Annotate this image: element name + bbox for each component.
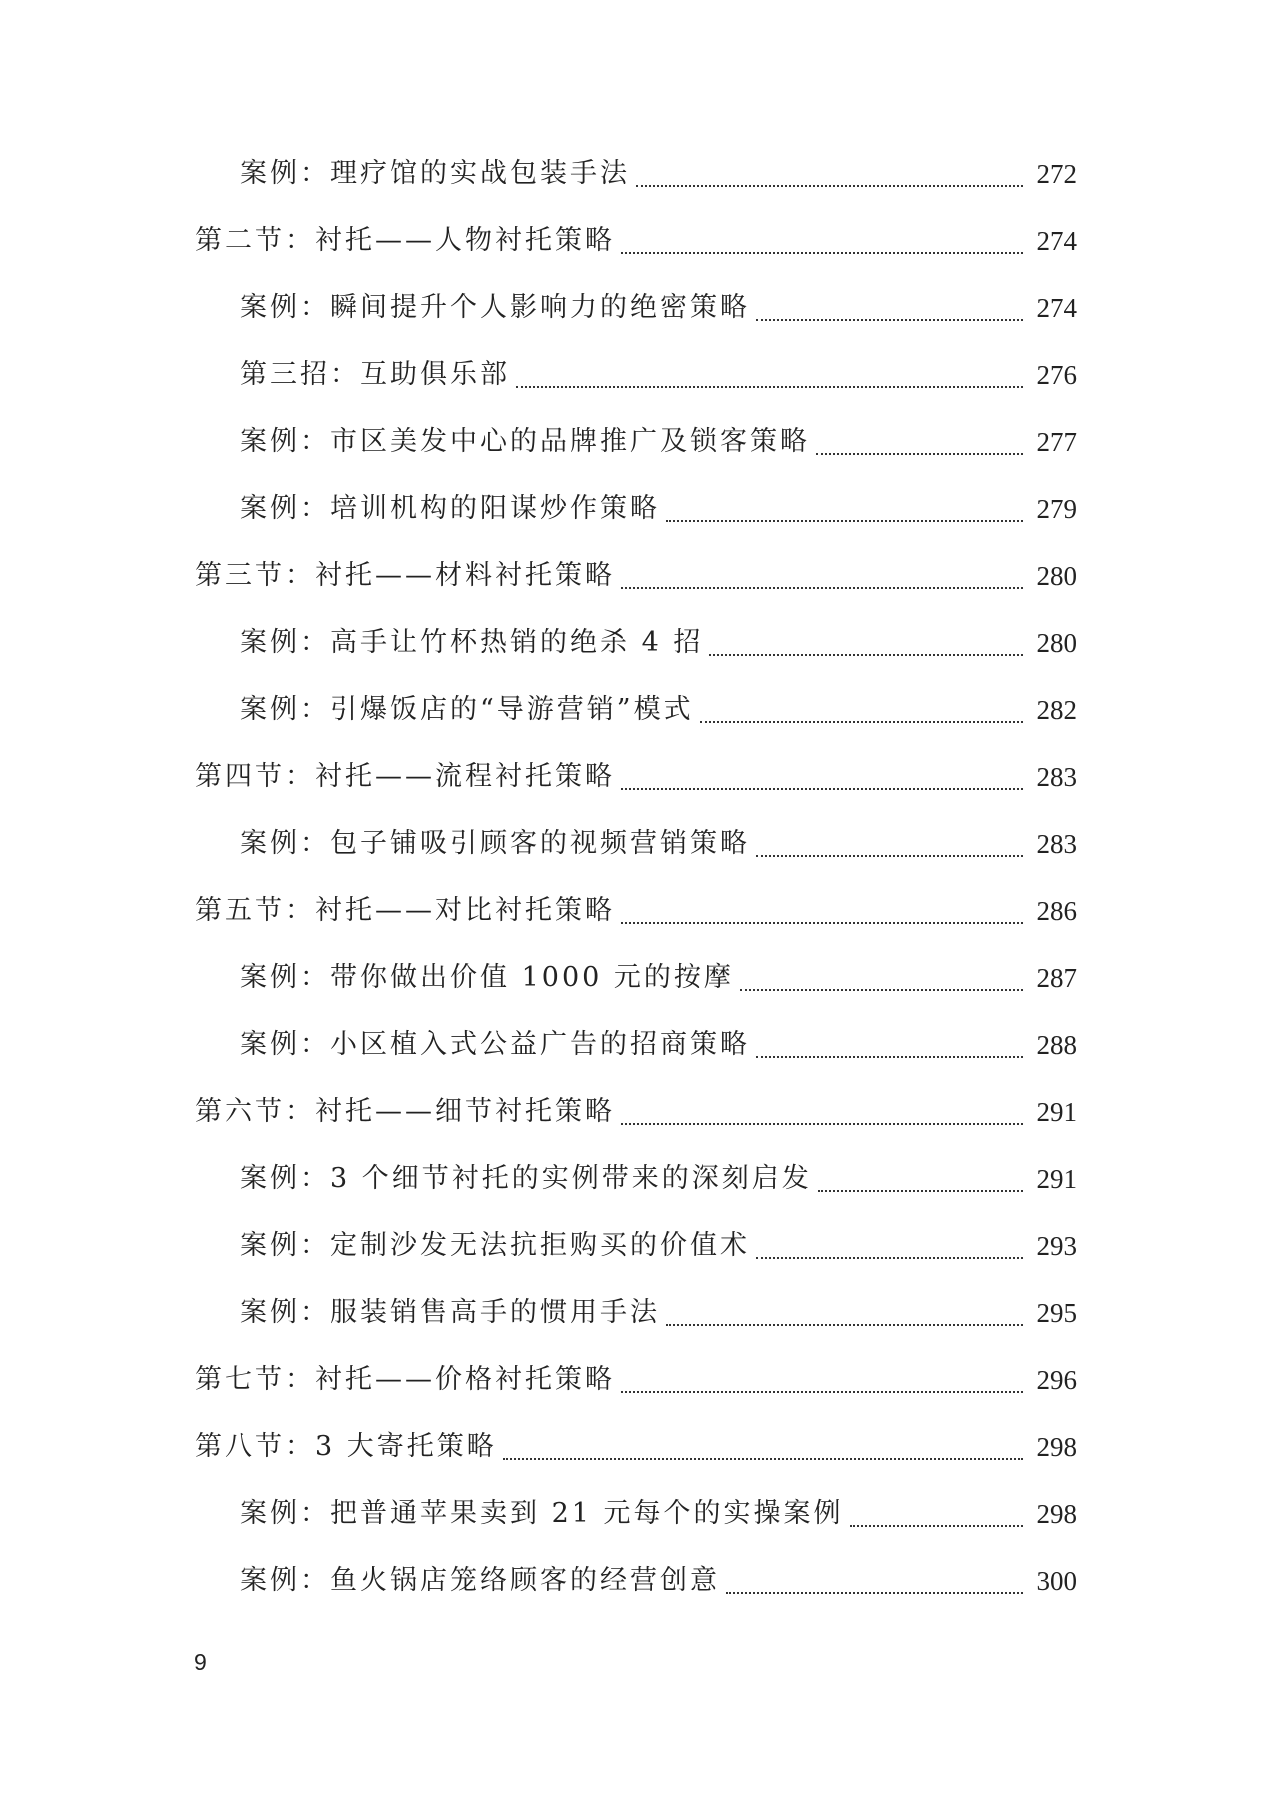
toc-entry-page: 288 — [1036, 1030, 1077, 1060]
toc-dot-leader — [756, 285, 1023, 321]
toc-section-entry[interactable] — [0, 894, 1273, 961]
toc-entry[interactable] — [0, 1028, 1273, 1095]
toc-entry-page: 283 — [1036, 762, 1077, 792]
toc-entry[interactable] — [0, 157, 1273, 224]
toc-section-entry[interactable] — [0, 559, 1273, 626]
toc-entry-title: 案例：包子铺吸引顾客的视频营销策略 — [240, 828, 750, 859]
toc-entry-page: 283 — [1036, 829, 1077, 859]
toc-entry[interactable] — [0, 425, 1273, 492]
toc-entry-title: 案例：培训机构的阳谋炒作策略 — [240, 493, 660, 524]
toc-entry-title: 第四节：衬托——流程衬托策略 — [195, 761, 615, 792]
toc-entry-title: 案例：高手让竹杯热销的绝杀 4 招 — [240, 627, 704, 658]
toc-section-entry[interactable] — [0, 1095, 1273, 1162]
toc-entry-title: 第六节：衬托——细节衬托策略 — [195, 1096, 615, 1127]
toc-dot-leader — [636, 151, 1023, 187]
toc-dot-leader — [621, 754, 1023, 790]
toc-entry[interactable] — [0, 1497, 1273, 1564]
toc-entry-page: 300 — [1036, 1566, 1077, 1596]
page-number: 9 — [194, 1649, 207, 1675]
toc-dot-leader — [709, 620, 1023, 656]
toc-dot-leader — [621, 218, 1023, 254]
toc-entry-page: 280 — [1036, 561, 1077, 591]
toc-entry-title: 第五节：衬托——对比衬托策略 — [195, 895, 615, 926]
toc-entry-title: 案例：服装销售高手的惯用手法 — [240, 1297, 660, 1328]
toc-entry-page: 286 — [1036, 896, 1077, 926]
toc-dot-leader — [666, 486, 1023, 522]
toc-entry[interactable] — [0, 1296, 1273, 1363]
toc-entry[interactable] — [0, 358, 1273, 425]
toc-entry[interactable] — [0, 827, 1273, 894]
toc-entry-page: 280 — [1036, 628, 1077, 658]
toc-entry[interactable] — [0, 693, 1273, 760]
toc-entry-page: 274 — [1036, 226, 1077, 256]
toc-section-entry[interactable] — [0, 1430, 1273, 1497]
toc-dot-leader — [756, 821, 1023, 857]
toc-entry-page: 296 — [1036, 1365, 1077, 1395]
toc-dot-leader — [726, 1558, 1023, 1594]
toc-entry-title: 第七节：衬托——价格衬托策略 — [195, 1364, 615, 1395]
toc-entry-title: 案例：带你做出价值 1000 元的按摩 — [240, 962, 734, 993]
toc-entry-title: 案例：3 个细节衬托的实例带来的深刻启发 — [240, 1163, 812, 1194]
toc-entry-page: 272 — [1036, 159, 1077, 189]
toc-entry[interactable] — [0, 291, 1273, 358]
toc-entry-page: 287 — [1036, 963, 1077, 993]
toc-dot-leader — [740, 955, 1023, 991]
toc-section-entry[interactable] — [0, 760, 1273, 827]
toc-entry-title: 第三节：衬托——材料衬托策略 — [195, 560, 615, 591]
toc-entry[interactable] — [0, 1162, 1273, 1229]
toc-entry-page: 298 — [1036, 1432, 1077, 1462]
toc-entry-page: 274 — [1036, 293, 1077, 323]
toc-entry-title: 第三招：互助俱乐部 — [240, 359, 510, 390]
toc-entry-title: 案例：把普通苹果卖到 21 元每个的实操案例 — [240, 1498, 844, 1529]
toc-dot-leader — [516, 352, 1023, 388]
toc-dot-leader — [756, 1022, 1023, 1058]
toc-entry-title: 案例：小区植入式公益广告的招商策略 — [240, 1029, 750, 1060]
toc-entry-page: 298 — [1036, 1499, 1077, 1529]
toc-dot-leader — [818, 1156, 1023, 1192]
toc-section-entry[interactable] — [0, 224, 1273, 291]
toc-entry-title: 案例：理疗馆的实战包装手法 — [240, 158, 630, 189]
toc-dot-leader — [700, 687, 1023, 723]
toc-entry-page: 279 — [1036, 494, 1077, 524]
toc-entry-page: 277 — [1036, 427, 1077, 457]
toc-entry[interactable] — [0, 626, 1273, 693]
toc-dot-leader — [621, 1357, 1023, 1393]
toc-dot-leader — [666, 1290, 1023, 1326]
toc-dot-leader — [756, 1223, 1023, 1259]
toc-entry-title: 案例：鱼火锅店笼络顾客的经营创意 — [240, 1565, 720, 1596]
toc-entry-title: 案例：引爆饭店的“导游营销”模式 — [240, 694, 694, 725]
toc-entry-title: 第八节：3 大寄托策略 — [195, 1431, 497, 1462]
toc-entry-title: 案例：瞬间提升个人影响力的绝密策略 — [240, 292, 750, 323]
toc-entry-page: 293 — [1036, 1231, 1077, 1261]
toc-entry-page: 291 — [1036, 1164, 1077, 1194]
toc-entry-title: 案例：定制沙发无法抗拒购买的价值术 — [240, 1230, 750, 1261]
table-of-contents — [0, 157, 1273, 1631]
toc-entry-page: 276 — [1036, 360, 1077, 390]
toc-entry-page: 291 — [1036, 1097, 1077, 1127]
toc-entry[interactable] — [0, 1229, 1273, 1296]
toc-dot-leader — [850, 1491, 1023, 1527]
toc-dot-leader — [503, 1424, 1023, 1460]
toc-dot-leader — [816, 419, 1023, 455]
toc-entry-title: 案例：市区美发中心的品牌推广及锁客策略 — [240, 426, 810, 457]
toc-dot-leader — [621, 888, 1023, 924]
toc-entry[interactable] — [0, 492, 1273, 559]
toc-dot-leader — [621, 553, 1023, 589]
toc-entry-page: 282 — [1036, 695, 1077, 725]
toc-entry[interactable] — [0, 1564, 1273, 1631]
toc-entry[interactable] — [0, 961, 1273, 1028]
toc-section-entry[interactable] — [0, 1363, 1273, 1430]
toc-dot-leader — [621, 1089, 1023, 1125]
toc-entry-title: 第二节：衬托——人物衬托策略 — [195, 225, 615, 256]
toc-entry-page: 295 — [1036, 1298, 1077, 1328]
